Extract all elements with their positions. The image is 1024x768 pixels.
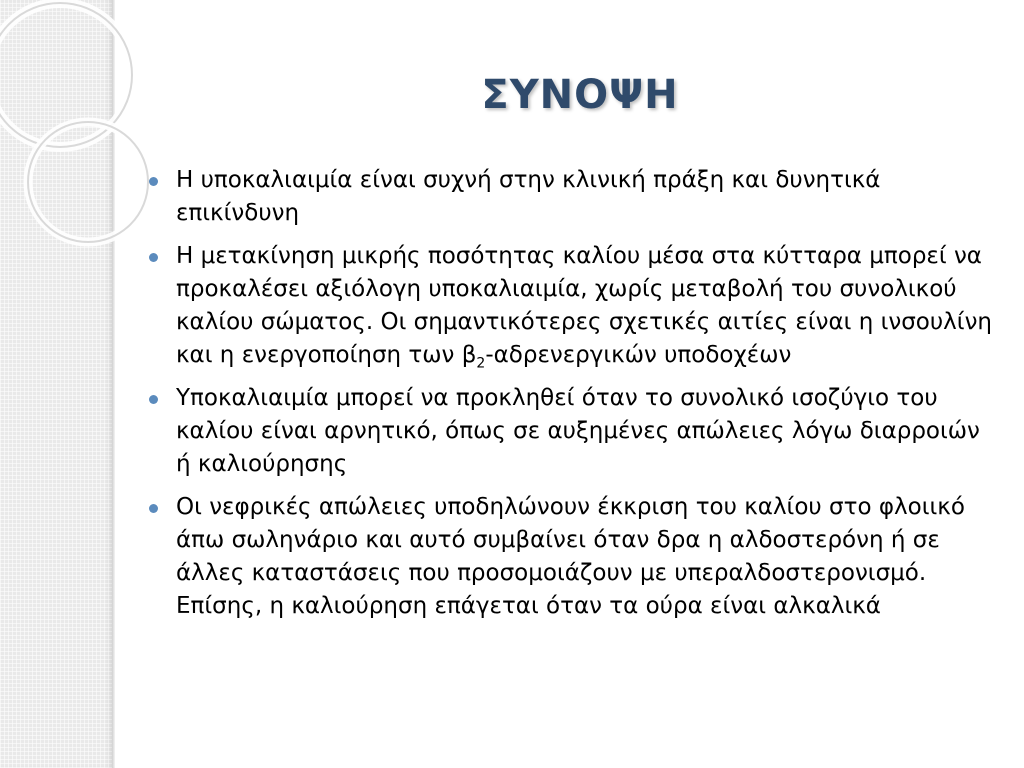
- slide-title: ΣΥΝΟΨΗ: [481, 72, 679, 118]
- bullet-text-after-subscript: -αδρενεργικών υποδοχέων: [485, 342, 792, 368]
- bullet-item: [146, 164, 996, 230]
- bullet-dot-icon: [149, 395, 158, 404]
- bullet-dot-icon: [149, 253, 158, 262]
- bullet-list: [146, 164, 996, 633]
- bullet-dot-icon: [149, 177, 158, 186]
- bullet-dot-icon: [149, 504, 158, 513]
- bullet-text: Οι νεφρικές απώλειες υποδηλώνουν έκκριση του καλίου στο φλοιικό άπω σωληνάριο και αυτό συμβαίνει όταν δρα η αλδοστερόνη ή σε άλλες καταστάσεις που προσομοιάζουν με υπεραλδοστερονισμό. Επίσης, η καλιούρηση επάγεται όταν τα ούρα είναι αλκαλικά: [176, 494, 965, 619]
- bullet-subscript: 2: [476, 355, 486, 372]
- bullet-text-before-subscript: Η μετακίνηση μικρής ποσότητας καλίου μέσα στα κύτταρα μπορεί να προκαλέσει αξιόλογη υποκαλιαιμία, χωρίς μεταβολή του συνολικού καλίου σώματος. Οι σημαντικότερες σχετικές αιτίες είναι η ινσουλίνη και η ενεργοποίηση των β: [176, 243, 992, 368]
- bullet-text: Η υποκαλιαιμία είναι συχνή στην κλινική πράξη και δυνητικά επικίνδυνη: [176, 167, 881, 226]
- bullet-item: [146, 240, 996, 372]
- bullet-item: [146, 382, 996, 481]
- bullet-item: [146, 491, 996, 623]
- bullet-text: Υποκαλιαιμία μπορεί να προκληθεί όταν το συνολικό ισοζύγιο του καλίου είναι αρνητικό, όπως σε αυξημένες απώλειες λόγω διαρροιών ή καλιούρησης: [176, 385, 980, 477]
